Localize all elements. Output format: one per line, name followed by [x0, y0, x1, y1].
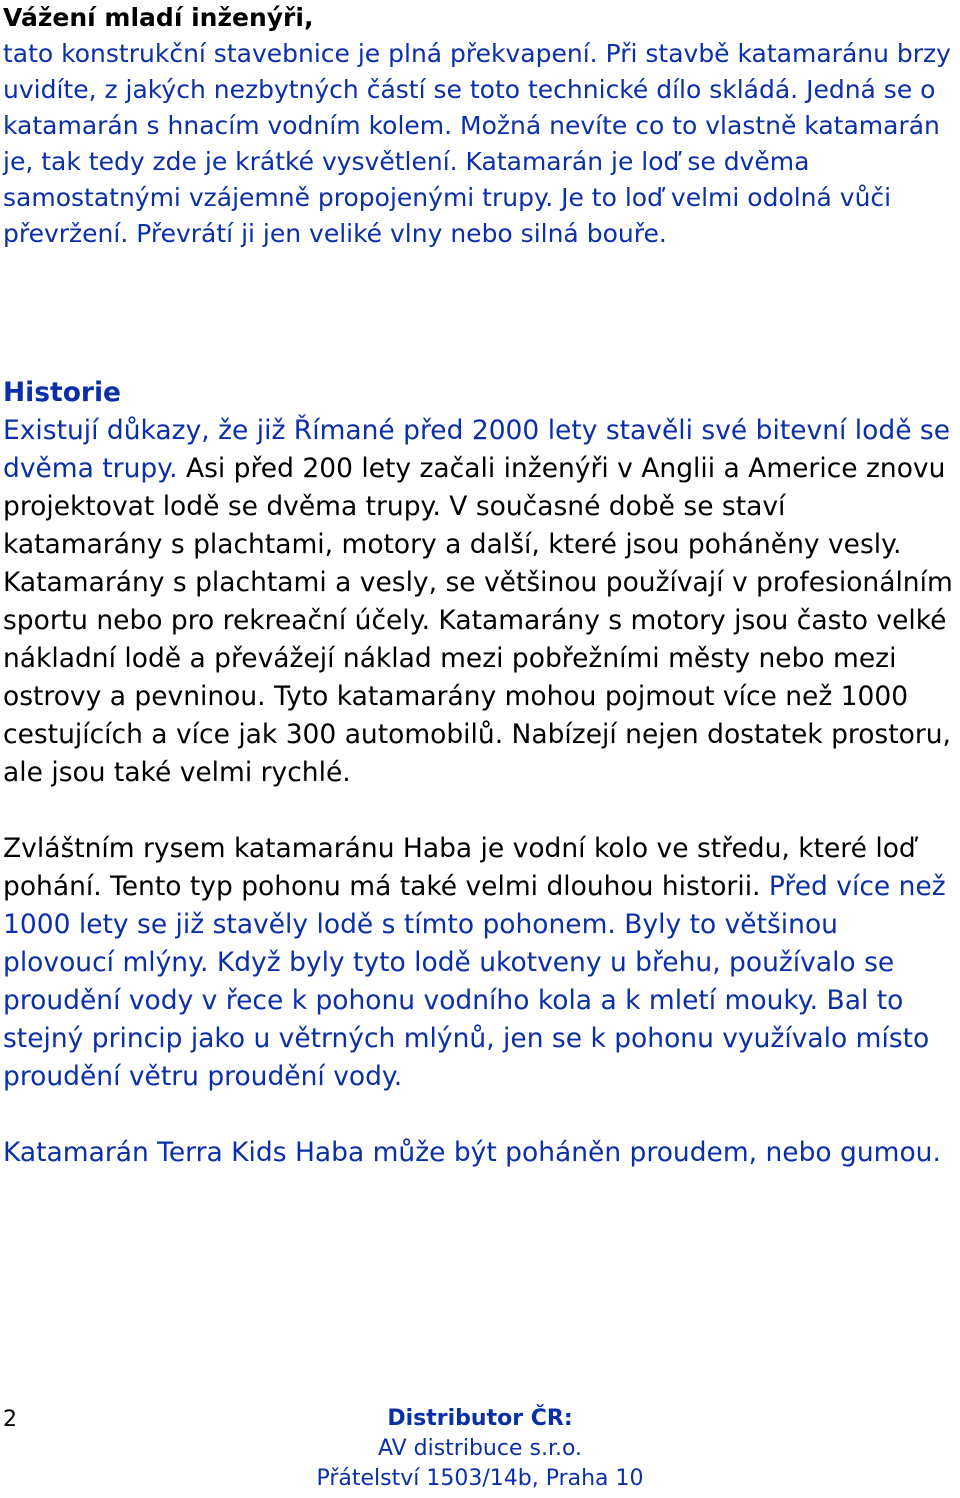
distributor-footer: [300, 1404, 660, 1494]
history-heading: Historie: [3, 377, 122, 408]
history-paragraph-rest: Asi před 200 lety začali inženýři v Anglii a Americe znovu projektovat lodě se dvěma trupy. V současné době se staví katamarány s plachtami, motory a další, které jsou poháněny vesly. Katamarány s plachtami a vesly, se většinou používají v profesionálním sportu nebo pro rekreační účely. Katamarány s motory jsou často velké nákladní lodě a převážejí náklad mezi pobřežními městy nebo mezi ostrovy a pevninou. Tyto katamarány mohou pojmout více než 1000 cestujících a více jak 300 automobilů. Nabízejí nejen dostatek prostoru, ale jsou také velmi rychlé.: [3, 453, 953, 788]
history-section: [3, 374, 953, 792]
water-wheel-paragraph-lead: Zvláštním rysem katamaránu Haba je vodní kolo ve středu, které loď pohání. Tento typ pohonu má také velmi dlouhou historii.: [3, 833, 916, 902]
intro-paragraph: tato konstrukční stavebnice je plná překvapení. Při stavbě katamaránu brzy uvidíte, z jakých nezbytných částí se toto technické dílo skládá. Jedná se o katamarán s hnacím vodním kolem. Možná nevíte co to vlastně katamarán je, tak tedy zde je krátké vysvětlení. Katamarán je loď se dvěma samostatnými vzájemně propojenými trupy. Je to loď velmi odolná vůči převržení. Převrátí ji jen veliké vlny nebo silná bouře.: [3, 39, 951, 248]
distributor-address: Přátelství 1503/14b, Praha 10: [316, 1466, 644, 1491]
distributor-company: AV distribuce s.r.o.: [377, 1436, 583, 1461]
power-section: [3, 1134, 953, 1172]
power-paragraph: Katamarán Terra Kids Haba může být poháněn proudem, nebo gumou.: [3, 1137, 941, 1168]
water-wheel-section: [3, 830, 953, 1096]
distributor-label: Distributor ČR:: [387, 1406, 573, 1431]
history-paragraph-lead: Existují důkazy, že již Římané před 2000 lety stavěli své bitevní lodě se dvěma trupy.: [3, 415, 951, 484]
intro-section: [3, 0, 953, 252]
water-wheel-paragraph-rest: Před více než 1000 lety se již stavěly lodě s tímto pohonem. Byly to většinou plovoucí mlýny. Když byly tyto lodě ukotveny u břehu, používalo se proudění vody v řece k pohonu vodního kola a k mletí mouky. Bal to stejný princip jako u větrných mlýnů, jen se k pohonu využívalo místo proudění větru proudění vody.: [3, 871, 946, 1092]
greeting-heading: Vážení mladí inženýři,: [3, 3, 314, 32]
page-number: 2: [3, 1407, 17, 1432]
